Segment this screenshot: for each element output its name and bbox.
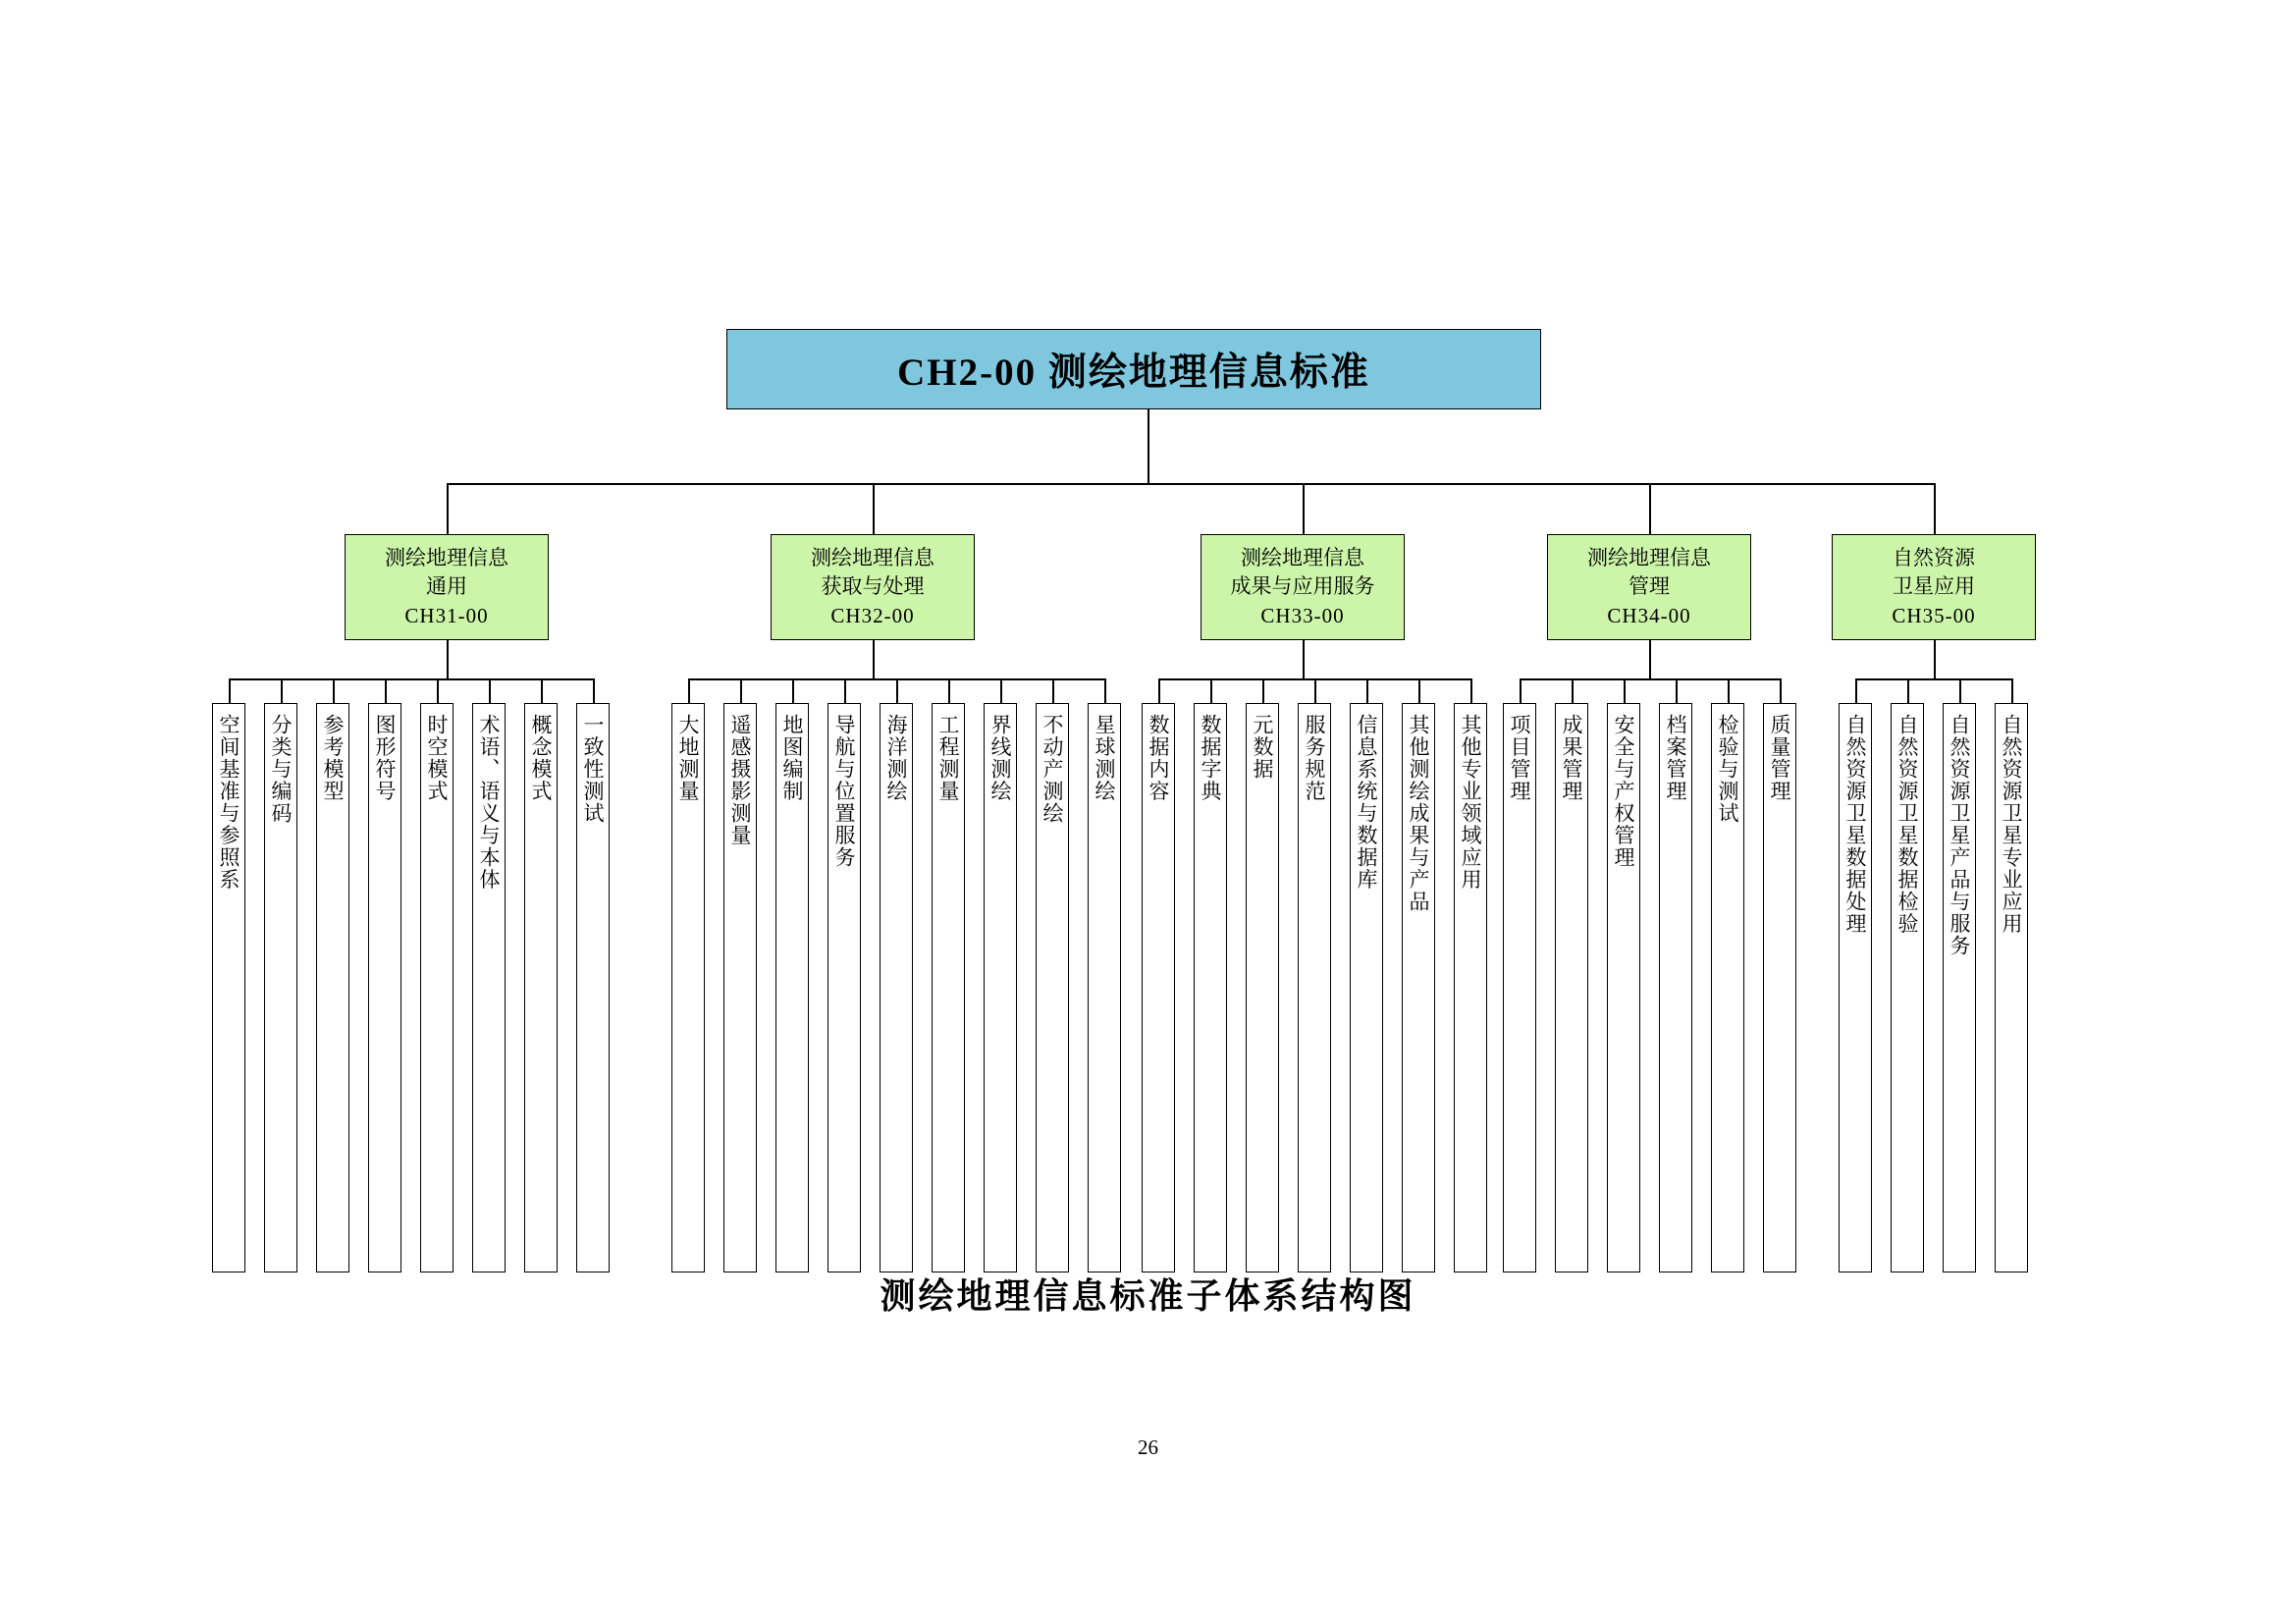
leaf-box [1995, 703, 2028, 1272]
leaf-label: 自然资源卫星数据检验 [1896, 714, 1920, 935]
leaf-box [1555, 703, 1588, 1272]
leaf-label: 工程测量 [936, 714, 961, 802]
leaf-box [1454, 703, 1487, 1272]
branch-node-ch32 [771, 534, 975, 640]
branch-title-line1: 自然资源 [1893, 546, 1975, 570]
leaf-label: 分类与编码 [269, 714, 294, 825]
connector-b1-l6 [489, 678, 491, 704]
leaf-box [1298, 703, 1331, 1272]
leaf-box [1036, 703, 1069, 1272]
branch-code: CH31-00 [404, 604, 489, 628]
branch-title-line2: 卫星应用 [1893, 573, 1975, 598]
leaf-label: 导航与位置服务 [832, 714, 857, 869]
connector-b2-l5 [896, 678, 898, 704]
leaf-box [671, 703, 705, 1272]
leaf-label: 空间基准与参照系 [217, 714, 241, 891]
connector-b2-l4 [844, 678, 846, 704]
leaf-box [1142, 703, 1175, 1272]
connector-b3-l5 [1366, 678, 1368, 704]
leaf-box [576, 703, 610, 1272]
connector-b2-l6 [948, 678, 950, 704]
leaf-label: 信息系统与数据库 [1355, 714, 1379, 891]
connector-b4-l1 [1520, 678, 1522, 704]
leaf-label: 地图编制 [780, 714, 805, 802]
leaf-box [984, 703, 1017, 1272]
root-node [726, 329, 1541, 409]
connector-b5-l2 [1907, 678, 1909, 704]
connector-b2-l1 [688, 678, 690, 704]
leaf-box [368, 703, 401, 1272]
connector-b3-l4 [1314, 678, 1316, 704]
leaf-label: 时空模式 [425, 714, 450, 802]
leaf-label: 海洋测绘 [884, 714, 909, 802]
connector-b5-l3 [1959, 678, 1961, 704]
leaf-label: 安全与产权管理 [1612, 714, 1636, 869]
branch-node-ch31 [345, 534, 549, 640]
branch-title-line2: 通用 [426, 573, 467, 598]
root-node-label: CH2-00 测绘地理信息标准 [897, 352, 1370, 394]
leaf-box [1711, 703, 1744, 1272]
connector-branch1-stem [447, 640, 449, 679]
leaf-box [524, 703, 558, 1272]
leaf-label: 不动产测绘 [1041, 714, 1065, 825]
connector-drop-4 [1649, 483, 1651, 534]
diagram-caption: 测绘地理信息标准子体系结构图 [880, 1276, 1416, 1316]
branch-code: CH35-00 [1892, 604, 1976, 628]
connector-b3-l7 [1470, 678, 1472, 704]
connector-drop-1 [447, 483, 449, 534]
leaf-label: 遥感摄影测量 [728, 714, 753, 846]
connector-branch4-stem [1649, 640, 1651, 679]
connector-b1-l5 [437, 678, 439, 704]
connector-root-stem [1148, 409, 1149, 484]
leaf-box [1763, 703, 1796, 1272]
branch-code: CH32-00 [830, 604, 915, 628]
leaf-label: 自然资源卫星数据处理 [1843, 714, 1868, 935]
leaf-label: 术语、语义与本体 [477, 714, 502, 891]
leaf-label: 星球测绘 [1093, 714, 1117, 802]
leaf-box [932, 703, 965, 1272]
leaf-box [1503, 703, 1536, 1272]
branch-title-line2: 获取与处理 [821, 573, 925, 598]
branch-title-line1: 测绘地理信息 [385, 546, 508, 570]
connector-b4-l2 [1572, 678, 1574, 704]
leaf-box [723, 703, 757, 1272]
leaf-label: 自然资源卫星产品与服务 [1948, 714, 1972, 957]
leaf-label: 成果管理 [1560, 714, 1584, 802]
branch-title-line1: 测绘地理信息 [1241, 546, 1364, 570]
branch-title-line1: 测绘地理信息 [811, 546, 934, 570]
connector-b3-l2 [1210, 678, 1212, 704]
leaf-box [1088, 703, 1121, 1272]
leaf-label: 数据字典 [1199, 714, 1223, 802]
connector-b5-l1 [1855, 678, 1857, 704]
branch-title-line1: 测绘地理信息 [1587, 546, 1711, 570]
connector-branch3-stem [1303, 640, 1305, 679]
leaf-box [264, 703, 297, 1272]
connector-branch5-stem [1934, 640, 1936, 679]
branch-code: CH34-00 [1607, 604, 1691, 628]
leaf-box [1246, 703, 1279, 1272]
leaf-label: 质量管理 [1768, 714, 1792, 802]
leaf-label: 其他测绘成果与产品 [1407, 714, 1431, 913]
connector-b3-l1 [1158, 678, 1160, 704]
connector-b1-l4 [385, 678, 387, 704]
leaf-box [420, 703, 454, 1272]
leaf-box [775, 703, 809, 1272]
leaf-label: 一致性测试 [581, 714, 606, 825]
leaf-box [1350, 703, 1383, 1272]
branch-node-ch34 [1547, 534, 1751, 640]
leaf-label: 项目管理 [1508, 714, 1532, 802]
connector-b4-l6 [1780, 678, 1782, 704]
connector-b2-l7 [1000, 678, 1002, 704]
connector-b2-l3 [792, 678, 794, 704]
connector-branch4-bus [1520, 678, 1780, 680]
branch-title-line2: 管理 [1629, 573, 1670, 598]
leaf-box [880, 703, 913, 1272]
leaf-box [828, 703, 861, 1272]
leaf-box [1839, 703, 1872, 1272]
connector-b5-l4 [2011, 678, 2013, 704]
connector-drop-2 [873, 483, 875, 534]
page-number: 26 [1138, 1435, 1158, 1459]
connector-drop-5 [1934, 483, 1936, 534]
connector-branch5-bus [1855, 678, 2012, 680]
connector-branch1-bus [229, 678, 594, 680]
leaf-box [316, 703, 349, 1272]
connector-b1-l7 [541, 678, 543, 704]
leaf-label: 大地测量 [676, 714, 701, 802]
leaf-box [1659, 703, 1692, 1272]
leaf-label: 其他专业领域应用 [1459, 714, 1483, 891]
connector-b1-l1 [229, 678, 231, 704]
leaf-label: 概念模式 [529, 714, 554, 802]
leaf-label: 服务规范 [1303, 714, 1327, 802]
branch-node-ch33 [1201, 534, 1405, 640]
leaf-label: 自然资源卫星专业应用 [2000, 714, 2024, 935]
connector-b2-l9 [1104, 678, 1106, 704]
connector-drop-3 [1303, 483, 1305, 534]
leaf-box [1402, 703, 1435, 1272]
leaf-box [1891, 703, 1924, 1272]
leaf-label: 参考模型 [321, 714, 346, 802]
leaf-label: 图形符号 [373, 714, 398, 802]
connector-b3-l3 [1262, 678, 1264, 704]
leaf-box [1607, 703, 1640, 1272]
connector-b1-l8 [593, 678, 595, 704]
leaf-label: 检验与测试 [1716, 714, 1740, 825]
leaf-box [1943, 703, 1976, 1272]
leaf-label: 界线测绘 [988, 714, 1013, 802]
branch-node-ch35 [1832, 534, 2036, 640]
connector-b1-l3 [333, 678, 335, 704]
connector-b2-l8 [1052, 678, 1054, 704]
connector-b3-l6 [1418, 678, 1420, 704]
leaf-label: 元数据 [1251, 714, 1275, 781]
branch-code: CH33-00 [1260, 604, 1345, 628]
leaf-box [1194, 703, 1227, 1272]
connector-b4-l3 [1624, 678, 1626, 704]
connector-branch2-stem [873, 640, 875, 679]
connector-b1-l2 [281, 678, 283, 704]
connector-bus [447, 483, 1935, 485]
branch-title-line2: 成果与应用服务 [1230, 573, 1375, 598]
leaf-box [472, 703, 506, 1272]
leaf-label: 档案管理 [1664, 714, 1688, 802]
leaf-box [212, 703, 245, 1272]
leaf-label: 数据内容 [1147, 714, 1171, 802]
connector-b2-l2 [740, 678, 742, 704]
connector-b4-l5 [1728, 678, 1730, 704]
connector-b4-l4 [1676, 678, 1678, 704]
